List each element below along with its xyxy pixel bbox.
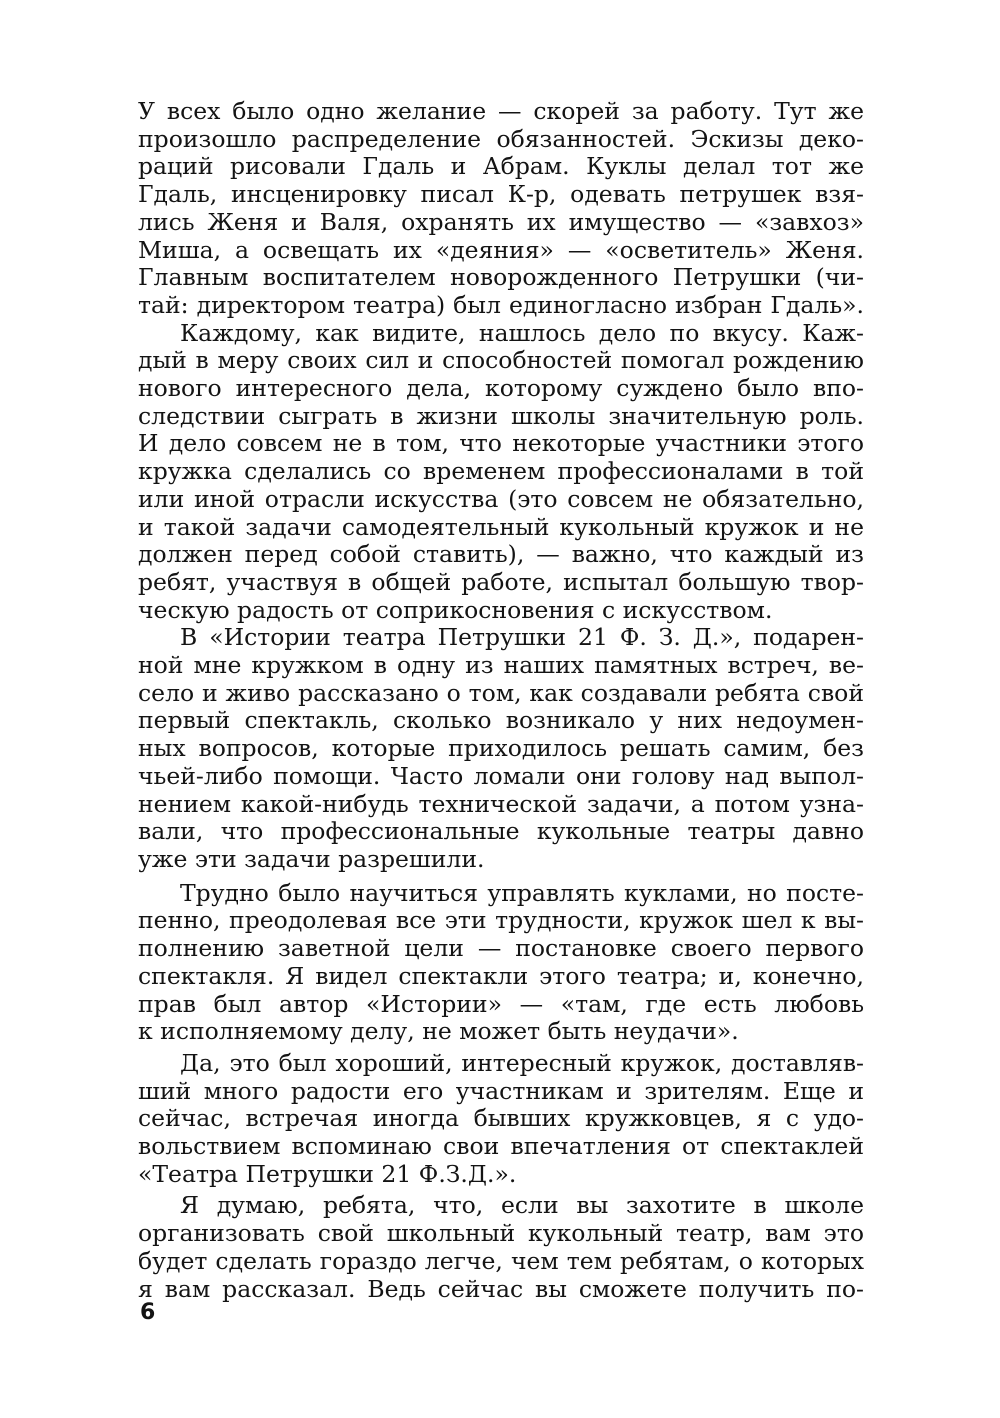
text-line: организовать свой школьный кукольный театр, вам это: [138, 1220, 864, 1248]
text-line: спектакля. Я видел спектакли этого театра; и, конечно,: [138, 962, 864, 990]
text-line: ной мне кружком в одну из наших памятных встреч, ве-: [138, 652, 864, 680]
text-line: пенно, преодолевая все эти трудности, кружок шел к вы-: [138, 907, 864, 935]
text-line: Да, это был хороший, интересный кружок, доставляв-: [180, 1049, 864, 1077]
text-line: сейчас, встречая иногда бывших кружковцев, я с удо-: [138, 1105, 864, 1133]
text-line: и такой задачи самодеятельный кукольный кружок и не: [138, 513, 864, 541]
text-line: село и живо рассказано о том, как создавали ребята свой: [138, 679, 864, 707]
body-text: [138, 98, 864, 1303]
text-line: лись Женя и Валя, охранять их имущество — «завхоз»: [138, 208, 864, 236]
text-line: я вам рассказал. Ведь сейчас вы сможете получить по-: [138, 1275, 864, 1303]
text-line: уже эти задачи разрешили.: [138, 845, 485, 873]
text-line: Гдаль, инсценировку писал К-р, одевать петрушек взя-: [138, 181, 864, 209]
text-line: вольствием вспоминаю свои впечатления от спектаклей: [138, 1133, 864, 1161]
text-line: или иной отрасли искусства (это совсем не обязательно,: [138, 485, 864, 513]
text-line: вали, что профессиональные кукольные театры давно: [138, 818, 864, 846]
paragraph-6: [138, 1192, 864, 1303]
text-line: должен перед собой ставить), — важно, что каждый из: [138, 541, 864, 569]
text-line: нового интересного дела, которому суждено было впо-: [138, 375, 864, 403]
text-line: «Театра Петрушки 21 Ф.З.Д.».: [138, 1160, 517, 1188]
text-line: Я думаю, ребята, что, если вы захотите в школе: [180, 1192, 864, 1220]
text-line: ческую радость от соприкосновения с искусством.: [138, 596, 773, 624]
text-line: Главным воспитателем новорожденного Петрушки (чи-: [138, 264, 864, 292]
text-line: раций рисовали Гдаль и Абрам. Куклы делал тот же: [138, 153, 864, 181]
text-line: И дело совсем не в том, что некоторые участники этого: [138, 430, 864, 458]
text-line: произошло распределение обязанностей. Эскизы деко-: [138, 125, 864, 153]
text-line: ребят, участвуя в общей работе, испытал большую твор-: [138, 568, 864, 596]
text-line: к исполняемому делу, не может быть неудачи».: [138, 1018, 739, 1046]
paragraph-4: [138, 880, 864, 1046]
text-line: Каждому, как видите, нашлось дело по вкусу. Каж-: [180, 319, 864, 347]
text-line: нением какой-нибудь технической задачи, а потом узна-: [138, 790, 864, 818]
text-line: кружка сделались со временем профессионалами в той: [138, 458, 864, 486]
text-line: первый спектакль, сколько возникало у них недоумен-: [138, 707, 864, 735]
paragraph-5: [138, 1050, 864, 1189]
paragraph-2: [138, 320, 864, 625]
text-line: В «Истории театра Петрушки 21 Ф. З. Д.», подарен-: [180, 624, 864, 652]
paragraph-1: [138, 98, 864, 320]
text-line: будет сделать гораздо легче, чем тем ребятам, о которых: [138, 1247, 864, 1275]
text-line: дый в меру своих сил и способностей помогал рождению: [138, 347, 864, 375]
text-line: чьей-либо помощи. Часто ломали они голову над выпол-: [138, 762, 864, 790]
text-line: прав был автор «Истории» — «там, где есть любовь: [138, 990, 864, 1018]
text-line: Миша, а освещать их «деяния» — «осветитель» Женя.: [138, 236, 864, 264]
text-line: У всех было одно желание — скорей за работу. Тут же: [138, 98, 864, 125]
paragraph-3: [138, 624, 864, 873]
text-line: следствии сыграть в жизни школы значительную роль.: [138, 402, 864, 430]
text-line: Трудно было научиться управлять куклами, но посте-: [180, 879, 864, 907]
text-line: ший много радости его участникам и зрителям. Еще и: [138, 1077, 864, 1105]
text-line: ных вопросов, которые приходилось решать самим, без: [138, 735, 864, 763]
text-line: полнению заветной цели — постановке своего первого: [138, 935, 864, 963]
text-line: тай: директором театра) был единогласно избран Гдаль».: [138, 291, 864, 319]
page-number: 6: [140, 1300, 156, 1325]
